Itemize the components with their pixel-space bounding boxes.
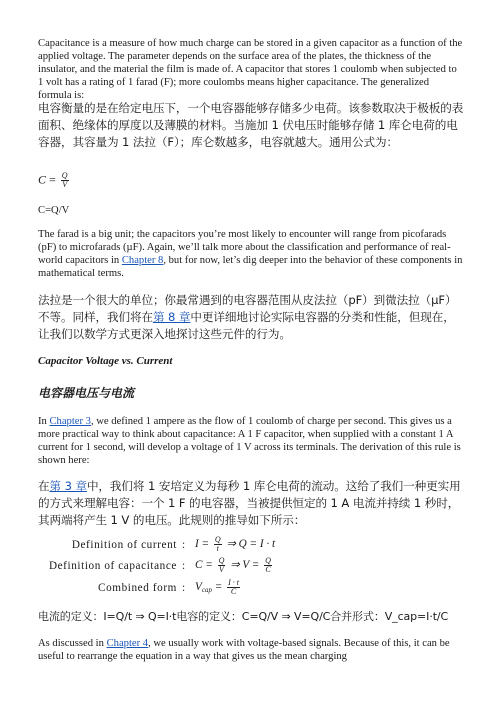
equation-body [195,579,242,596]
paragraph-farad-unit-zh-text-2: 中更详细地讨论实际电容器的分类和性能，但现在，让我们以数学方式更深入地探讨这些元件的行为。 [38,310,455,341]
link-chapter-3[interactable]: Chapter 3 [49,416,91,427]
equation-lhs: I = [195,538,210,551]
equation-denominator: C [230,587,237,596]
equation-body [195,557,274,574]
equation-lhs: C = [195,559,213,572]
link-chapter-8-zh[interactable]: 第 8 章 [152,310,191,324]
formula-equals: = [49,172,56,187]
paragraph-equations-zh: 电流的定义：I=Q/t ⇒ Q=I·t电容的定义：C=Q/V ⇒ V=Q/C合并形式：V_cap=I·t/C [38,610,449,623]
equation-capacitance [42,557,462,577]
link-chapter-8[interactable]: Chapter 8 [121,255,164,266]
link-chapter-3-zh[interactable]: 第 3 章 [49,479,87,493]
equation-colon: : [182,539,186,551]
paragraph-voltage-signals [38,637,464,663]
paragraph-capacitance-definition-zh: 电容衡量的是在给定电压下，一个电容器能够存储多少电荷。该参数取决于极板的表面积、绝缘体的厚度以及薄膜的材料。当施加 1 伏电压时能够存储 1 库仑电荷的电容器，其容量为 1 法拉（F）；库仑数越多，电容就越大。通用公式为： [38,101,464,149]
paragraph-farad-unit-text-1: The farad is a big unit; the capacitors you’re most likely to encounter will range from picofarads (pF) to microfarads (µF). Again, we’ll talk more about the classification and performance of real-world capacitors in [38,229,451,266]
equation-fraction-2 [264,557,272,574]
formula-numerator: Q [61,171,68,180]
equation-numerator: I · t [228,578,239,587]
equation-label: Definition of capacitance [48,560,177,572]
equation-fraction [214,536,222,553]
formula-fraction [61,172,69,189]
formula-lhs: C [38,172,47,187]
paragraph-ampere-zh-text-2: 中，我们将 1 安培定义为每秒 1 库仑电荷的流动。这给了我们一种更实用的方式来理解电容：一个 1 F 的电容器，当被提供恒定的 1 A 电流并持续 1 秒时，其两端将产生 1 V 的电压。此规则的推导如下所示： [38,479,461,527]
formula-plain-text: C=Q/V [38,205,70,216]
equation-label: Definition of current [71,539,177,551]
equation-numerator: Q [214,535,221,544]
formula-denominator: V [62,180,68,189]
paragraph-ampere-zh-text-1: 在 [38,479,50,493]
equation-current [42,536,462,556]
equation-numerator-2: Q [265,556,271,565]
paragraph-farad-unit-zh-text-1: 法拉是一个很大的单位；你最常遇到的电容器范围从皮法拉（pF）到微法拉（µF）不等。同样，我们将在 [38,293,457,324]
paragraph-farad-unit-text-2: , but for now, let’s dig deeper into the behavior of these components in mathematical terms. [38,255,463,279]
equation-combined [42,579,462,599]
equation-fraction [227,579,240,596]
heading-capacitor-voltage-current: Capacitor Voltage vs. Current [38,355,173,367]
link-chapter-4[interactable]: Chapter 4 [106,638,149,649]
equation-equals: = [211,581,223,594]
equation-rhs: ⇒ V = [230,559,260,572]
paragraph-voltage-text-2: , we usually work with voltage-based signals. Because of this, it can be useful to rearrange the equation in a way that gives us the mean charging [38,638,450,662]
paragraph-farad-unit-zh [38,292,464,343]
formula-capacitance [38,172,464,189]
paragraph-capacitance-definition: Capacitance is a measure of how much charge can be stored in a given capacitor as a function of the applied voltage. The parameter depends on the surface area of the plates, the thickness of the insulator, and the material the film is made of. A capacitor that stores 1 coulomb when subjected to 1 volt has a rating of 1 farad (F); more coulombs means higher capacitance. The generalized formula is: [38,38,463,101]
equation-fraction [218,557,226,574]
equation-rhs: ⇒ Q = I · t [226,538,276,551]
paragraph-ampere-text-1: In [38,416,50,427]
equation-body [195,536,275,553]
paragraph-voltage-text-1: As discussed in [38,638,107,649]
paragraph-ampere-definition [38,415,464,467]
equation-denominator: V [219,565,224,574]
equation-denominator: t [216,544,219,553]
equation-numerator: Q [218,556,225,565]
paragraph-ampere-text-2: , we defined 1 ampere as the flow of 1 coulomb of charge per second. This gives us a more practical way to think about capacitance: A 1 F capacitor, when supplied with a constant 1 A current for 1 second, will develop a voltage of 1 V across its terminals. The derivation of this rule is shown here: [38,416,461,466]
equation-subscript: cap [201,586,212,595]
equation-colon: : [182,582,186,594]
heading-capacitor-voltage-current-zh: 电容器电压与电流 [38,386,135,400]
paragraph-farad-unit [38,228,464,280]
equation-lhs: V [195,581,202,594]
equation-colon: : [182,560,186,572]
paragraph-ampere-definition-zh [38,478,464,529]
equation-denominator-2: C [265,565,271,574]
equation-label: Combined form [98,582,177,594]
